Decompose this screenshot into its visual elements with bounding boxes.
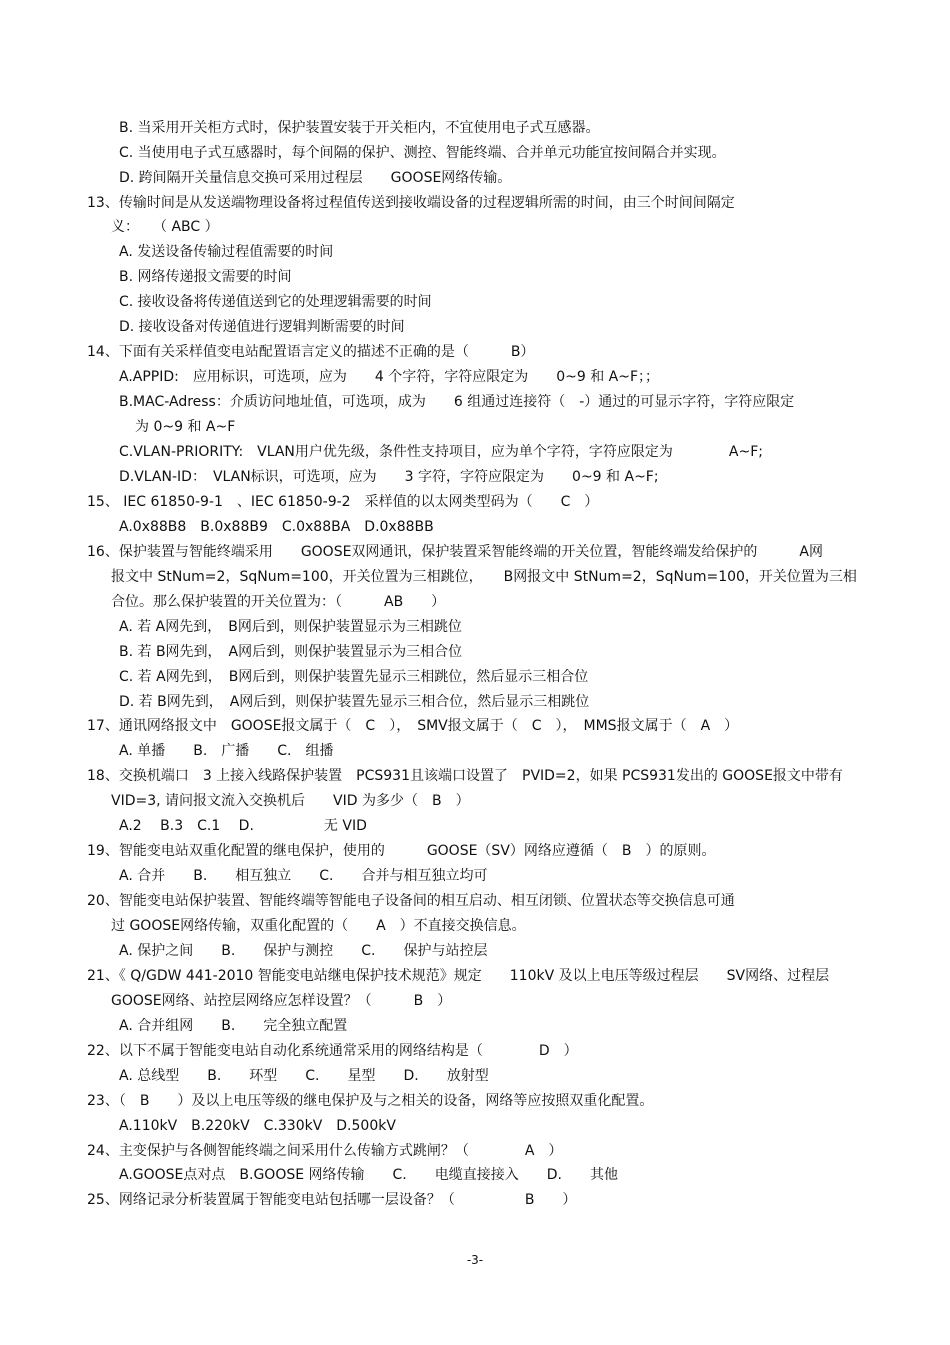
option-line: B. 当采用开关柜方式时，保护装置安装于开关柜内，不宜使用电子式互感器。	[119, 120, 600, 136]
option-line: A. 合并 B. 相互独立 C. 合并与相互独立均可	[119, 868, 488, 884]
question-continuation: 过 GOOSE网络传输，双重化配置的（ A ）不直接交换信息。	[111, 918, 526, 934]
question-line: 24、主变保护与各侧智能终端之间采用什么传输方式跳闸？（ A ）	[87, 1143, 563, 1159]
option-line: A. 总线型 B. 环型 C. 星型 D. 放射型	[119, 1068, 489, 1084]
option-line: C. 接收设备将传递值送到它的处理逻辑需要的时间	[119, 294, 432, 310]
question-continuation: 义： （ ABC ）	[111, 219, 219, 235]
question-continuation: GOOSE网络、站控层网络应怎样设置？（ B ）	[111, 993, 452, 1009]
option-line: C. 当使用电子式互感器时，每个间隔的保护、测控、智能终端、合并单元功能宜按间隔合并实现。	[119, 145, 726, 161]
option-line: A. 保护之间 B. 保护与测控 C. 保护与站控层	[119, 943, 488, 959]
question-line: 14、下面有关采样值变电站配置语言定义的描述不正确的是（ B）	[87, 344, 535, 360]
option-continuation: 为 0~9 和 A~F	[135, 419, 236, 435]
question-line: 15、 IEC 61850-9-1 、IEC 61850-9-2 采样值的以太网类型码为（ C ）	[87, 494, 599, 510]
option-line: C. 若 A网先到， B网后到，则保护装置先显示三相跳位，然后显示三相合位	[119, 669, 589, 685]
option-line: D. 接收设备对传递值进行逻辑判断需要的时间	[119, 319, 405, 335]
option-line: D. 跨间隔开关量信息交换可采用过程层 GOOSE网络传输。	[119, 170, 512, 186]
option-line: A. 合并组网 B. 完全独立配置	[119, 1018, 348, 1034]
option-line: B. 若 B网先到， A网后到，则保护装置显示为三相合位	[119, 644, 463, 660]
question-line: 20、智能变电站保护装置、智能终端等智能电子设备间的相互启动、相互闭锁、位置状态等交换信息可通	[87, 893, 735, 909]
question-continuation: 合位。那么保护装置的开关位置为：（ AB ）	[111, 594, 446, 610]
option-line: B. 网络传递报文需要的时间	[119, 269, 292, 285]
question-line: 18、交换机端口 3 上接入线路保护装置 PCS931且该端口设置了 PVID=2，如果 PCS931发出的 GOOSE报文中带有	[87, 768, 843, 784]
question-continuation: 报文中 StNum=2，SqNum=100，开关位置为三相跳位， B网报文中 StNum=2，SqNum=100，开关位置为三相	[111, 569, 857, 585]
option-line: A. 单播 B. 广播 C. 组播	[119, 743, 334, 759]
option-line: B.MAC-Adress：介质访问地址值，可选项，成为 6 组通过连接符（ -）通过的可显示字符，字符应限定	[119, 394, 795, 410]
option-line: A.GOOSE点对点 B.GOOSE 网络传输 C. 电缆直接接入 D. 其他	[119, 1167, 618, 1183]
question-line: 16、保护装置与智能终端采用 GOOSE双网通讯，保护装置采智能终端的开关位置，智能终端发给保护的 A网	[87, 544, 824, 560]
option-line: A. 若 A网先到， B网后到，则保护装置显示为三相跳位	[119, 619, 462, 635]
question-line: 25、网络记录分析装置属于智能变电站包括哪一层设备？（ B ）	[87, 1192, 577, 1208]
option-line: A.0x88B8 B.0x88B9 C.0x88BA D.0x88BB	[119, 519, 434, 535]
question-line: 17、通讯网络报文中 GOOSE报文属于（ C ）， SMV报文属于（ C ）， MMS报文属于（ A ）	[87, 718, 739, 734]
option-line: A.2 B.3 C.1 D. 无 VID	[119, 818, 367, 834]
option-line: A.110kV B.220kV C.330kV D.500kV	[119, 1118, 396, 1134]
question-line: 13、传输时间是从发送端物理设备将过程值传送到接收端设备的过程逻辑所需的时间，由三个时间间隔定	[87, 195, 735, 211]
question-line: 23、（ B ）及以上电压等级的继电保护及与之相关的设备，网络等应按照双重化配置。	[87, 1093, 654, 1109]
question-continuation: VID=3, 请问报文流入交换机后 VID 为多少（ B ）	[111, 793, 470, 809]
page-number: -3-	[466, 1253, 484, 1267]
option-line: D. 若 B网先到， A网后到，则保护装置先显示三相合位，然后显示三相跳位	[119, 694, 590, 710]
option-line: A. 发送设备传输过程值需要的时间	[119, 244, 334, 260]
question-line: 19、智能变电站双重化配置的继电保护，使用的 GOOSE（SV）网络应遵循（ B ）的原则。	[87, 843, 716, 859]
option-line: C.VLAN-PRIORITY: VLAN用户优先级，条件性支持项目，应为单个字符，字符应限定为 A~F;	[119, 444, 763, 460]
option-line: A.APPID: 应用标识，可选项，应为 4 个字符，字符应限定为 0~9 和 A~F；；	[119, 369, 660, 385]
option-line: D.VLAN-ID： VLAN标识，可选项，应为 3 字符，字符应限定为 0~9 和 A~F;	[119, 469, 659, 485]
question-line: 22、以下不属于智能变电站自动化系统通常采用的网络结构是（ D ）	[87, 1043, 578, 1059]
question-line: 21、《 Q/GDW 441-2010 智能变电站继电保护技术规范》规定 110kV 及以上电压等级过程层 SV网络、过程层	[87, 968, 830, 984]
